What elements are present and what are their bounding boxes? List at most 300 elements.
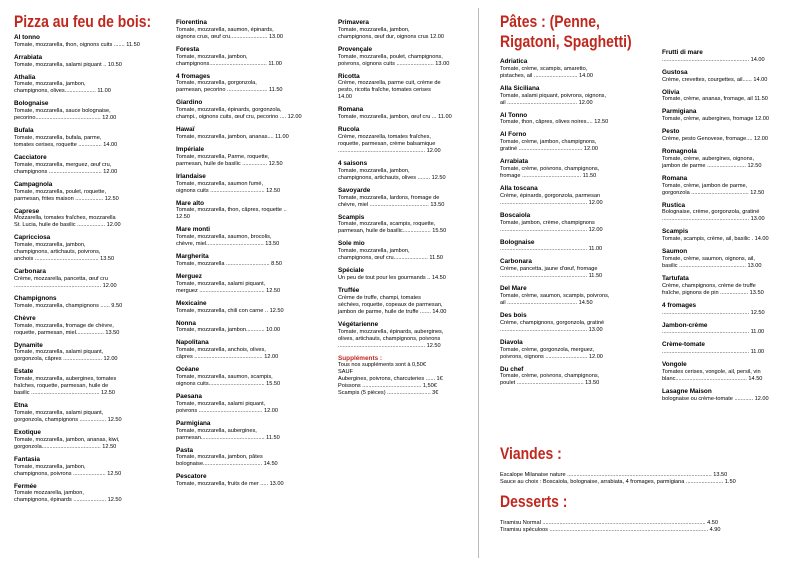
- menu-item-description: roquette, parmesan, crème balsamique: [338, 140, 436, 147]
- menu-item: [338, 187, 466, 209]
- menu-item: [176, 99, 302, 121]
- menu-item: [662, 128, 790, 143]
- menu-item-description: champignons, artichauts, poivrons,: [14, 249, 101, 256]
- menu-item-description: Crème, pesto Genovese, fromage.... 12.00: [662, 135, 769, 142]
- menu-item: [14, 295, 144, 310]
- menu-item-name: Diavola: [500, 338, 523, 346]
- menu-item: [176, 226, 302, 248]
- menu-item-name: Truffée: [338, 286, 360, 294]
- supplement-line: Scampis (5 pièces) ............................ 3€: [338, 390, 439, 397]
- menu-item-description: roquette, parmesan, miel.................. 13.50: [14, 329, 120, 336]
- menu-item-description: Tomate, crème, poivrons, champignons,: [500, 373, 600, 380]
- menu-item-name: Adriatica: [500, 58, 528, 65]
- menu-item-description: ........................................................ 12.50: [662, 309, 765, 316]
- menu-item-description: Tomate, mozzarella, jambon,: [338, 248, 410, 255]
- menu-item-description: ........................................................ 12.00: [500, 226, 603, 233]
- menu-item-name: Fantasia: [14, 455, 40, 463]
- menu-item-description: oignons cuits.................................... 15.50: [176, 380, 281, 387]
- menu-item-description: Tomate, crème, poivrons, champignons,: [500, 165, 600, 172]
- menu-item-name: Giardino: [176, 99, 203, 107]
- pates-section-title-line1: Pâtes : (Penne,: [500, 12, 600, 31]
- menu-item-description: ........................................................ 11.00: [500, 246, 603, 253]
- menu-item-description: Tomate, mozzarella, jambon,: [338, 26, 410, 33]
- menu-item-name: Carbonara: [14, 268, 46, 276]
- menu-item-description: Tomate, crème, saumon, scampis, poivrons,: [500, 292, 610, 299]
- menu-item-description: Tomate, mozzarella, fruits de mer ..... 13.00: [176, 481, 284, 488]
- menu-item-name: Jambon-crème: [662, 321, 708, 329]
- pates-section-title-line2: Rigatoni, Spaghetti): [500, 32, 632, 51]
- menu-item-description: Tomate, crème, ananas, fromage, ail 11.50: [662, 96, 768, 103]
- menu-item-description: Tomate, crème, aubergines, fromage 12.00: [662, 116, 769, 123]
- menu-item-description: bolognaise...................................... 14.50: [176, 461, 278, 468]
- menu-item-description: Tomate, crème, scampis, amaretto,: [500, 65, 588, 72]
- menu-item: [338, 126, 466, 155]
- menu-item-description: basilic ........................................... 13.00: [662, 262, 762, 269]
- menu-item: [500, 85, 628, 107]
- menu-item-description: ........................................................ 12.00: [338, 147, 441, 154]
- column-divider-left: [478, 8, 479, 558]
- menu-item: [338, 160, 466, 182]
- menu-item-description: pecorino.......................................... 12.00: [14, 115, 117, 122]
- menu-item-description: parmesan, frites maison .................. 12.50: [14, 195, 119, 202]
- menu-item: [176, 300, 302, 315]
- menu-item-description: séchées, roquette, copeaux de parmesan,: [338, 301, 443, 308]
- menu-item-description: fromage ...................................... 11.50: [500, 172, 597, 179]
- menu-item-description: parmesan......................................... 11.50: [176, 434, 280, 441]
- menu-item-description: Tomate, crème, saumon, oignons, ail,: [662, 255, 755, 262]
- desserts-section-title: Desserts :: [500, 492, 568, 511]
- column-pizzas-3: [338, 19, 466, 397]
- menu-item-description: Tomates cerises, vongole, ail, persil, vin: [662, 368, 761, 375]
- menu-item-description: champignons, olives.................... 11.00: [14, 88, 111, 95]
- menu-item: [176, 73, 302, 95]
- menu-item-description: Tomate, mozzarella, aubergines, tomates: [14, 376, 117, 383]
- menu-item-name: Caprese: [14, 207, 40, 215]
- menu-item-description: gorgonzola, champignons ................. 12.50: [14, 416, 122, 423]
- menu-item-description: Tomate, mozzarella, salami piquant,: [14, 409, 104, 416]
- menu-item-name: Arrabiata: [14, 53, 43, 61]
- menu-item-description: Tomate, mozzarella, jambon,: [14, 242, 86, 249]
- menu-item-name: Alla toscana: [500, 184, 538, 192]
- menu-item-description: Tomate, mozzarella, chili con carne .. 12.50: [176, 307, 284, 314]
- menu-item-name: 4 fromages: [176, 72, 211, 80]
- menu-item-description: Tomate, mozzarella, thon, câpres, roquette .. 12.50: [176, 207, 287, 221]
- menu-item-description: Tomate, mozzarella, épinards, gorgonzola,: [176, 107, 282, 114]
- menu-item: [662, 302, 790, 317]
- menu-item-description: ........................................................ 13.00: [662, 216, 765, 223]
- menu-item-name: Etna: [14, 402, 28, 410]
- menu-item-description: jambon de parme ......................... 12.50: [662, 162, 762, 169]
- column-pates-2: [662, 49, 790, 408]
- menu-item: [500, 239, 628, 254]
- menu-item-name: Rucola: [338, 126, 360, 134]
- menu-item-description: olives, artichauts, champignons, poivrons: [338, 335, 441, 342]
- menu-item-name: Tartufata: [662, 274, 689, 282]
- menu-item: [662, 322, 790, 337]
- menu-item-description: Tomate, mozzarella, saumon, épinards,: [176, 26, 274, 33]
- menu-item-description: fraîche, pignons de pin .................. 13.50: [662, 289, 764, 296]
- menu-item: [176, 46, 302, 68]
- menu-item-description: Tomate, thon, câpres, olives noires.... 12.50: [500, 119, 609, 126]
- menu-item-name: Boscaiola: [500, 211, 531, 219]
- menu-item-name: Alla Siciliana: [500, 84, 540, 92]
- menu-item: [662, 202, 790, 224]
- menu-item-name: Del Mare: [500, 285, 527, 293]
- supplements-title: Suppléments :: [338, 354, 383, 362]
- menu-item-description: Tomate, mozzarella, jambon,: [14, 81, 86, 88]
- menu-item-name: Océane: [176, 366, 200, 374]
- menu-item: [14, 429, 144, 451]
- menu-item-description: Mozzarella, tomates fraîches, mozzarella: [14, 215, 116, 222]
- viande-line: Sauce au choix : Boscaiola, bolognaise, arrabiata, 4 fromages, parmigiana ........................ 1.50: [500, 479, 736, 485]
- menu-item-name: Chèvre: [14, 314, 36, 322]
- menu-item: [338, 19, 466, 41]
- menu-item: [662, 361, 790, 383]
- dessert-line: Tiramisu spéculoos ...................................................................................................... 4.90: [500, 527, 721, 533]
- menu-item-name: Athalia: [14, 73, 36, 81]
- menu-item: [176, 146, 302, 168]
- menu-item-name: Spéciale: [338, 267, 364, 275]
- menu-item: [176, 473, 302, 488]
- menu-item-description: Tomate, mozzarella, jambon,: [338, 167, 410, 174]
- menu-item-name: Cacciatore: [14, 153, 47, 161]
- menu-item-name: Saumon: [662, 248, 688, 256]
- menu-item-name: Merguez: [176, 272, 202, 280]
- menu-item: [14, 368, 144, 397]
- menu-item: [14, 456, 144, 478]
- menu-item: [14, 315, 144, 337]
- menu-item-name: Pasta: [176, 446, 194, 454]
- supplement-line: Poissons ...................................... 1,50€: [338, 383, 437, 390]
- menu-item-description: poivrons ......................................... 12.00: [176, 407, 278, 414]
- menu-item-name: Romana: [338, 106, 364, 114]
- menu-item-name: Irlandaise: [176, 172, 206, 180]
- menu-item-description: ........................................................ 12.00: [14, 282, 117, 289]
- menu-item-name: Primavera: [338, 19, 369, 26]
- menu-item: [176, 273, 302, 295]
- menu-item: [662, 69, 790, 84]
- menu-item-description: Tomate mozzarella, jambon,: [14, 490, 84, 497]
- menu-item-description: Tomate, mozzarella, bufala, parme,: [14, 134, 102, 141]
- menu-item: [500, 212, 628, 234]
- menu-item-description: ........................................................ 12.00: [500, 199, 603, 206]
- menu-item-description: Tomate, mozzarella, jambon,: [14, 463, 86, 470]
- menu-item-description: Crème, mozzarella, parme cuit, crème de: [338, 80, 441, 87]
- menu-item-description: pesto, ricotta fraîche, tomates cerises: [338, 87, 431, 94]
- menu-item-description: merguez .......................................... 12.50: [176, 287, 281, 294]
- menu-item-description: câpres ............................................ 12.00: [176, 354, 279, 361]
- menu-item: [176, 19, 302, 41]
- menu-item: [14, 54, 144, 69]
- menu-item-description: champignons, œuf cru...................... 11.50: [338, 255, 443, 262]
- menu-item-name: Champignons: [14, 294, 57, 302]
- menu-item: [662, 228, 790, 243]
- menu-item: [176, 447, 302, 469]
- menu-item-description: Tomate, mozzarella, épinards, aubergines,: [338, 328, 444, 335]
- menu-item-description: Tomate, mozzarella, salami piquant,: [176, 400, 266, 407]
- menu-item: [14, 402, 144, 424]
- menu-item: [176, 126, 302, 141]
- menu-item-description: Bolognaise, crème, gorgonzola, gratiné: [662, 209, 760, 216]
- menu-item-description: Tomate, mozzarella, scampis, roquette,: [338, 221, 436, 228]
- menu-item: [338, 287, 466, 316]
- menu-item: [176, 173, 302, 195]
- menu-item-description: Crème, crevettes, courgettes, ail...... 14.00: [662, 76, 768, 83]
- menu-item-description: Tomate, jambon, crème, champignons: [500, 219, 595, 226]
- menu-item-name: Pescatore: [176, 473, 207, 481]
- menu-item: [500, 185, 628, 207]
- menu-item-name: Du chef: [500, 365, 524, 373]
- menu-item-description: ........................................................ 11.50: [500, 273, 603, 280]
- menu-item-description: champignons .................................. 12.00: [14, 168, 118, 175]
- pizza-section-title: Pizza au feu de bois:: [14, 12, 152, 31]
- menu-item: [338, 106, 466, 121]
- menu-item-description: 14.00: [338, 94, 352, 101]
- menu-item-name: Campagnola: [14, 180, 53, 188]
- menu-item: [500, 58, 628, 80]
- viande-line: Escalope Milanaise nature ............................................................................................. 13.50: [500, 472, 728, 478]
- menu-item-name: Frutti di mare: [662, 49, 703, 56]
- menu-item-description: Tomate, mozzarella, champignons ...... 9.50: [14, 302, 123, 309]
- menu-item-description: Crème, mozzarella, pancetta, œuf cru: [14, 275, 108, 282]
- menu-item-name: Savoyarde: [338, 186, 371, 194]
- menu-item-name: Fiorentina: [176, 19, 207, 26]
- menu-item-name: Mexicaine: [176, 299, 207, 307]
- menu-item: [662, 341, 790, 356]
- menu-item-name: 4 saisons: [338, 159, 368, 167]
- menu-item-name: Foresta: [176, 45, 200, 53]
- menu-item-name: Scampis: [338, 213, 365, 221]
- menu-item-description: basilic ............................................ 12.50: [14, 390, 116, 397]
- menu-item-name: Rustica: [662, 201, 686, 209]
- menu-item: [14, 342, 144, 364]
- menu-item-name: Des bois: [500, 311, 527, 319]
- menu-item: [176, 366, 302, 388]
- menu-item: [14, 483, 144, 505]
- menu-item-description: parmesan, huile de basilic.................. 15.50: [338, 228, 447, 235]
- menu-item-name: Exotique: [14, 428, 41, 436]
- menu-item: [14, 268, 144, 290]
- menu-item: [662, 248, 790, 270]
- menu-item: [338, 214, 466, 236]
- menu-item-name: Gustosa: [662, 68, 688, 76]
- menu-item-description: Tomate, mozzarella, jambon, ananas, kiwi,: [14, 436, 120, 443]
- menu-item-description: gorgonzola...................................... 12.50: [14, 443, 117, 450]
- menu-item-name: Bolognaise: [14, 100, 49, 108]
- menu-item: [662, 108, 790, 123]
- menu-item: [14, 181, 144, 203]
- menu-item-description: champignons, épinards ..................... 12.50: [14, 497, 122, 504]
- menu-item-description: Tomate, crème, gorgonzola, merguez,: [500, 346, 595, 353]
- menu-item-description: ........................................................ 13.00: [500, 326, 603, 333]
- menu-item: [14, 100, 144, 122]
- menu-item-name: Pesto: [662, 128, 680, 136]
- menu-item-description: Tomate, salami piquant, poivrons, oignons,: [500, 92, 607, 99]
- menu-item: [338, 321, 466, 350]
- menu-item-description: Tomate, mozzarella, salami piquant .. 10.50: [14, 61, 122, 68]
- supplement-line: Aubergines, poivrons, charcuteries ...... 1€: [338, 376, 443, 383]
- menu-item-name: Nonna: [176, 319, 196, 327]
- menu-item-name: Sole mio: [338, 240, 365, 248]
- menu-item: [500, 285, 628, 307]
- menu-item-name: Fermée: [14, 482, 37, 490]
- menu-item-description: Crème, champignons, crème de truffe: [662, 282, 756, 289]
- menu-item-description: parmesan, pecorino .......................... 11.50: [176, 87, 283, 94]
- menu-item-name: Al Forno: [500, 131, 527, 139]
- menu-item-description: fraîches, roquette, parmesan, huile de: [14, 383, 109, 390]
- menu-item: [662, 388, 790, 403]
- menu-item-description: poulet ........................................... 13.50: [500, 380, 600, 387]
- menu-item-name: Ricotta: [338, 72, 360, 80]
- menu-item-description: Crème, épinards, gorgonzola, parmesan: [500, 192, 601, 199]
- menu-item: [176, 339, 302, 361]
- menu-item-description: ........................................................ 14.00: [662, 56, 765, 63]
- menu-item-description: ail ............................................. 12.00: [500, 99, 593, 106]
- menu-item: [500, 366, 628, 388]
- menu-item: [662, 148, 790, 170]
- menu-item-description: Tomate, crème, jambon, champignons,: [500, 139, 597, 146]
- menu-item: [500, 339, 628, 361]
- menu-item-description: Tomate, mozzarella, anchois, olives,: [176, 347, 266, 354]
- menu-item-description: Tomate, mozzarella, lardons, fromage de: [338, 194, 440, 201]
- menu-item-name: Vongole: [662, 361, 687, 369]
- column-pizzas-2: [176, 19, 302, 493]
- menu-item-name: Impériale: [176, 145, 205, 153]
- menu-item-description: Tomate, mozzarella, sauce bolognaise,: [14, 108, 111, 115]
- menu-item-description: ail ............................................. 14.50: [500, 299, 593, 306]
- menu-item-name: Bolognaise: [500, 238, 535, 246]
- menu-item-description: tomates cerises, roquette ............... 14.00: [14, 141, 118, 148]
- menu-item-description: jambon de parme, huile de truffe ....... 14.00: [338, 308, 447, 315]
- menu-item-description: bolognaise ou crème-tomate ............ 12.00: [662, 395, 769, 402]
- dessert-line: Tiramisu Normal ......................................................................................................... 4.50: [500, 520, 718, 526]
- menu-item: [500, 131, 628, 153]
- menu-item-name: Romana: [662, 174, 688, 182]
- menu-item: [14, 208, 144, 230]
- menu-item: [14, 154, 144, 176]
- menu-item-description: Crème, mozzarella, tomates fraîches,: [338, 133, 431, 140]
- menu-item-description: Tomate, mozzarella, saumon, brocolis,: [176, 234, 272, 241]
- menu-item-description: ........................................................ 11.00: [662, 329, 765, 336]
- menu-item-description: Crème de truffe, champi, tomates: [338, 294, 421, 301]
- menu-item-name: Carbonara: [500, 258, 532, 266]
- menu-item-name: Bufala: [14, 127, 34, 135]
- menu-item-name: Al Tonno: [500, 111, 528, 119]
- menu-item-description: ........................................................ 11.00: [662, 349, 765, 356]
- menu-item: [500, 312, 628, 334]
- menu-item-name: Hawaï: [176, 126, 195, 134]
- menu-item-name: Estate: [14, 368, 34, 376]
- menu-item: [14, 234, 144, 263]
- menu-item-description: Tomate, mozzarella, aubergines,: [176, 427, 257, 434]
- menu-item-description: champignons, œuf dur, oignons crus 12.00: [338, 33, 445, 40]
- menu-item-description: parmesan, huile de basilic ................ 12.50: [176, 160, 283, 167]
- menu-item: [338, 46, 466, 68]
- viandes-section-title: Viandes :: [500, 444, 562, 463]
- menu-item-description: Tomate, mozzarella, jambon............ 10.00: [176, 327, 281, 334]
- menu-item-description: Tomate, scampis, crème, ail, basilic . 14.00: [662, 236, 769, 243]
- menu-item-name: Napolitana: [176, 339, 209, 347]
- menu-item-description: champignons, poivrons ..................... 12.50: [14, 470, 122, 477]
- menu-item-name: Margherita: [176, 253, 209, 261]
- menu-item-description: Tomate, mozzarella, jambon, pâtes: [176, 454, 263, 461]
- menu-item-description: Tomate, mozzarella, poulet, roquette,: [14, 188, 107, 195]
- column-pizzas-1: [14, 12, 152, 509]
- menu-item-description: Tomate, mozzarella, salami piquant,: [176, 280, 266, 287]
- menu-item-name: Parmigiana: [662, 108, 697, 116]
- menu-item: [662, 175, 790, 197]
- menu-item-description: Tomate, mozzarella, thon, oignons cuits ....... 11.50: [14, 41, 140, 48]
- menu-item-name: Paesana: [176, 392, 202, 400]
- supplement-line: Tous nos suppléments sont à 0,50€: [338, 362, 427, 369]
- menu-item-name: Arrabiata: [500, 158, 529, 166]
- supplements-block: [338, 355, 466, 398]
- menu-item-description: oignons cuits ................................... 12.50: [176, 187, 281, 194]
- menu-item-description: gratiné ......................................... 12.00: [500, 146, 598, 153]
- column-pates-1: [500, 12, 632, 392]
- menu-item-description: champignons, artichauts, olives ........ 12.50: [338, 174, 446, 181]
- menu-item-description: Crème, champignons, gorgonzola, gratiné: [500, 319, 605, 326]
- menu-item-name: Provençale: [338, 45, 373, 53]
- menu-item: [14, 34, 144, 49]
- menu-item-name: Capricciosa: [14, 234, 51, 242]
- menu-item: [176, 320, 302, 335]
- menu-item-description: Crème, pancetta, jaune d'œuf, fromage: [500, 266, 598, 273]
- menu-item-description: Tomate, mozzarella, Parme, roquette,: [176, 153, 270, 160]
- menu-item: [176, 393, 302, 415]
- menu-item-description: Tomate, mozzarella, poulet, champignons,: [338, 53, 443, 60]
- menu-item-description: poivrons, oignons ........................... 12.00: [500, 353, 603, 360]
- menu-item: [176, 253, 302, 268]
- menu-item: [176, 420, 302, 442]
- menu-item-name: Parmigiana: [176, 419, 211, 427]
- menu-item-description: Tomate, mozzarella ............................ 8.50: [176, 260, 283, 267]
- menu-item-description: Tomate, mozzarella, merguez, œuf cru,: [14, 161, 112, 168]
- menu-item-description: poivrons, oignons cuits ........................ 13.00: [338, 60, 450, 67]
- menu-item-description: ........................................................ 12.50: [338, 342, 441, 349]
- menu-item: [500, 158, 628, 180]
- menu-item-description: blanc.............................................. 14.50: [662, 375, 763, 382]
- menu-item-name: Olivia: [662, 88, 680, 96]
- menu-item-description: Tomate, mozzarella, jambon,: [176, 53, 248, 60]
- menu-item: [176, 200, 302, 222]
- menu-item: [500, 258, 628, 280]
- menu-item-description: chèvre, miel..................................... 13.50: [176, 241, 280, 248]
- menu-item-name: Lasagne Maison: [662, 387, 712, 395]
- menu-item-description: Tomate, mozzarella, fromage de chèvre,: [14, 322, 114, 329]
- menu-item-description: champi., oignons cuits, œuf cru, pecorino .... 12.00: [176, 114, 302, 121]
- menu-item-description: gorgonzola, câpres ......................... 12.00: [14, 356, 118, 363]
- menu-item-description: Un peu de tout pour les gourmands .. 14.50: [338, 274, 446, 281]
- menu-item-description: St. Lucia, huile de basilic .................. 12.00: [14, 222, 121, 229]
- menu-item: [14, 127, 144, 149]
- menu-item-description: champignons..................................... 11.00: [176, 60, 282, 67]
- menu-item-description: Tomate, mozzarella, saumon fumé,: [176, 180, 264, 187]
- menu-item-name: Dynamite: [14, 341, 43, 349]
- menu-item-name: Mare alto: [176, 199, 205, 207]
- menu-item: [338, 73, 466, 102]
- menu-item-description: oignons crus, œuf cru........................ 13.00: [176, 33, 283, 40]
- desserts-section: [500, 492, 786, 534]
- menu-item-description: Tomate, crème, aubergines, oignons,: [662, 155, 755, 162]
- menu-item: [662, 275, 790, 297]
- menu-item-description: Tomate, mozzarella, gorgonzola,: [176, 80, 257, 87]
- menu-item-name: Scampis: [662, 228, 689, 236]
- menu-item-name: 4 fromages: [662, 301, 697, 309]
- menu-item: [338, 240, 466, 262]
- menu-item-name: Al tonno: [14, 34, 40, 41]
- menu-item: [338, 267, 466, 282]
